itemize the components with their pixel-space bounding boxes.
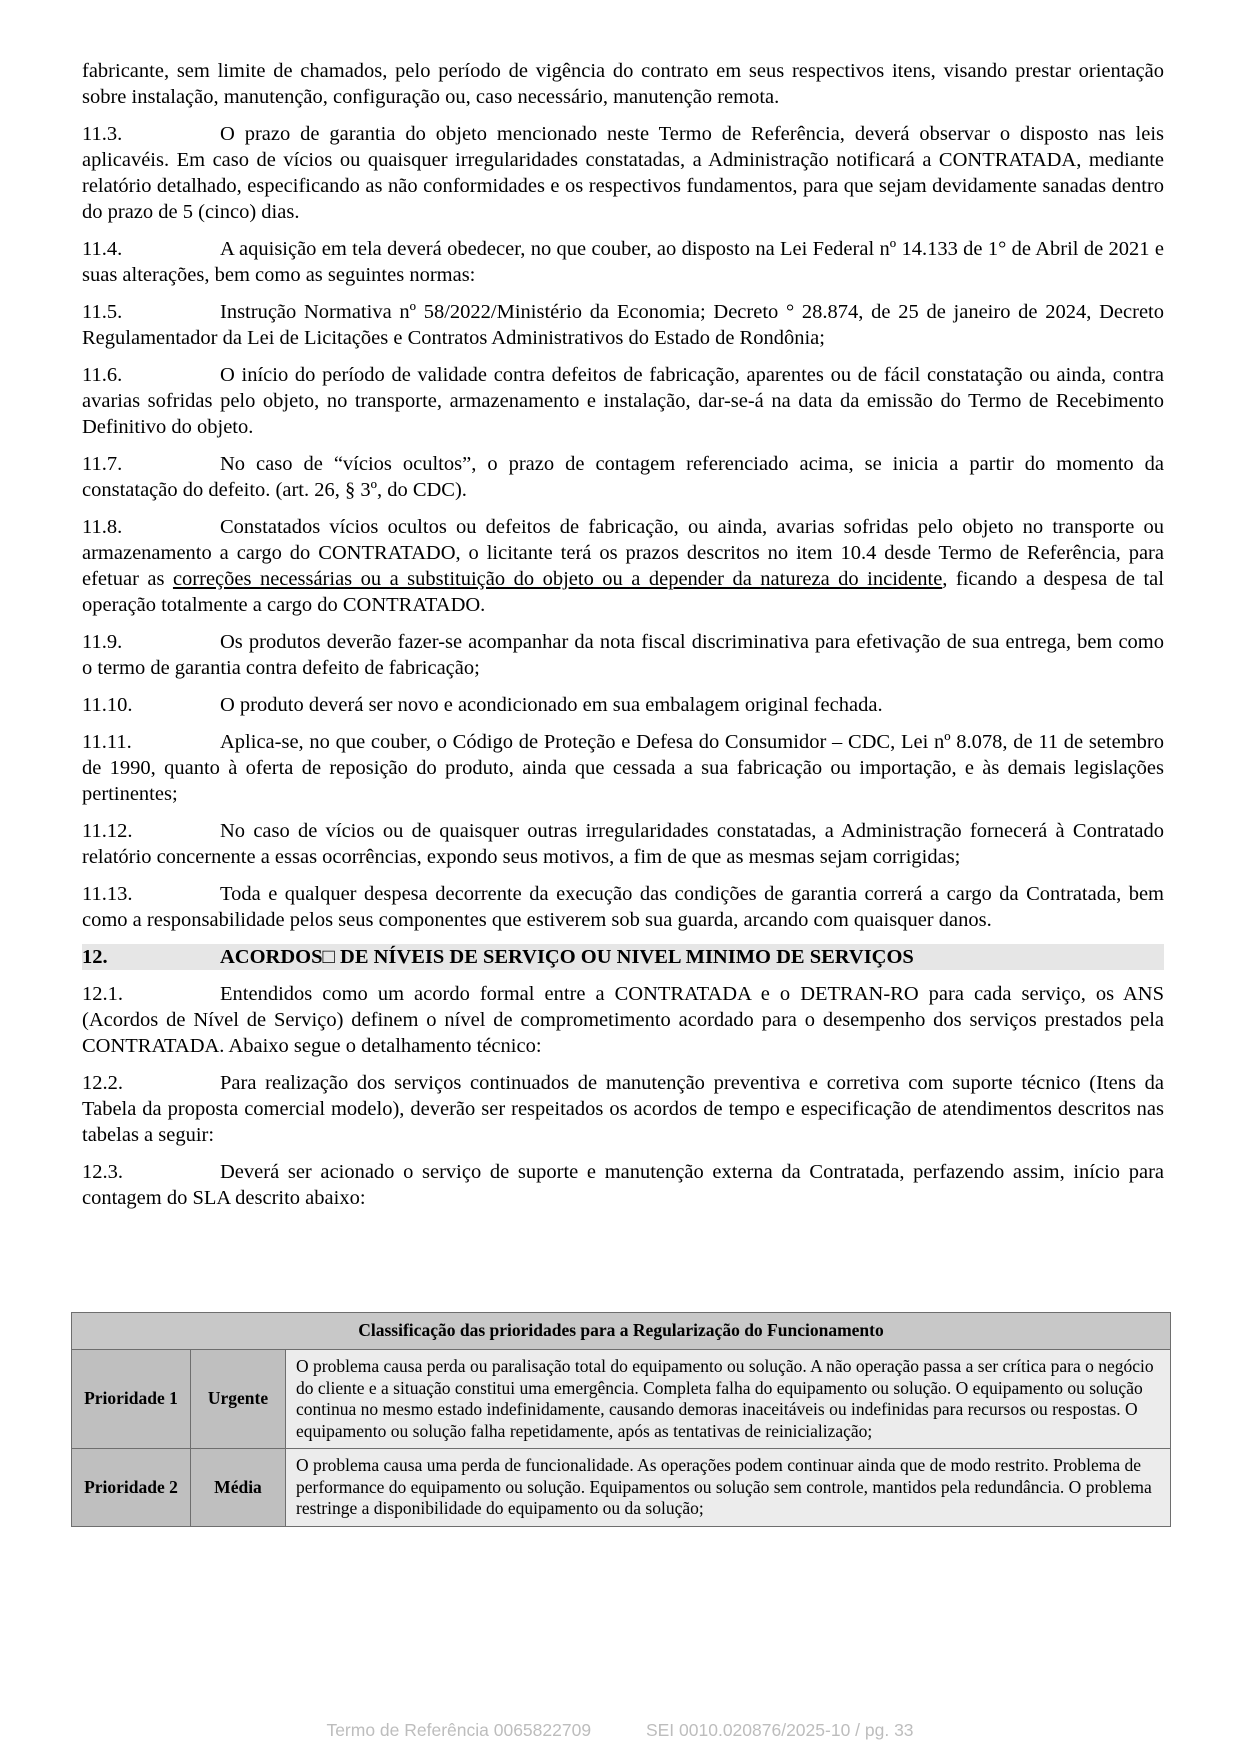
table-row (72, 1449, 1171, 1527)
level-cell: Urgente (191, 1350, 286, 1449)
paragraph-11-11: 11.11. Aplica-se, no que couber, o Código de Proteção e Defesa do Consumidor – CDC, Lei nº 8.078, de 11 de setembro de 1990, quanto à oferta de reposição do produto, ainda que cessada a sua fabricação ou importação, e às demais legislações pertinentes; (82, 731, 1164, 805)
page-footer (0, 1720, 1240, 1741)
paragraph-11-7: 11.7. No caso de “vícios ocultos”, o prazo de contagem referenciado acima, se inicia a partir do momento da constatação do defeito. (art. 26, § 3º, do CDC). (82, 453, 1164, 501)
paragraph-12-3: 12.3. Deverá ser acionado o serviço de suporte e manutenção externa da Contratada, perfazendo assim, início para contagem do SLA descrito abaixo: (82, 1161, 1164, 1209)
paragraph-12-1: 12.1. Entendidos como um acordo formal entre a CONTRATADA e o DETRAN-RO para cada serviço, os ANS (Acordos de Nível de Serviço) definem o nível de comprometimento acordado para o desempenho dos serviços prestados pela CONTRATADA. Abaixo segue o detalhamento técnico: (82, 983, 1164, 1057)
table-title: Classificação das prioridades para a Regularização do Funcionamento (72, 1313, 1171, 1350)
paragraph-11-10: 11.10. O produto deverá ser novo e acondicionado em sua embalagem original fechada. (82, 694, 883, 716)
paragraph-continuation: fabricante, sem limite de chamados, pelo período de vigência do contrato em seus respectivos itens, visando prestar orientação sobre instalação, manutenção, configuração ou, caso necessário, manutenção remota. (82, 60, 1164, 108)
paragraph-11-6: 11.6. O início do período de validade contra defeitos de fabricação, aparentes ou de fácil constatação ou ainda, contra avarias sofridas pelo objeto, no transporte, armazenamento e instalação, dar-se-á na data da emissão do Termo de Recebimento Definitivo do objeto. (82, 364, 1164, 438)
paragraph-11-3: 11.3. O prazo de garantia do objeto mencionado neste Termo de Referência, deverá observar o disposto nas leis aplicavéis. Em caso de vícios ou quaisquer irregularidades constatadas, a Administração notificará a CONTRATADA, mediante relatório detalhado, especificando as não conformidades e os respectivos fundamentos, para que sejam devidamente sanadas dentro do prazo de 5 (cinco) dias. (82, 123, 1164, 223)
section-heading-12: 12. ACORDOS□ DE NÍVEIS DE SERVIÇO OU NIVEL MINIMO DE SERVIÇOS (82, 944, 1164, 970)
footer-sei-ref: SEI 0010.020876/2025-10 / pg. 33 (645, 1720, 914, 1740)
paragraph-12-2: 12.2. Para realização dos serviços continuados de manutenção preventiva e corretiva com suporte técnico (Itens da Tabela da proposta comercial modelo), deverão ser respeitados os acordos de tempo e especificação de atendimentos descritos nas tabelas a seguir: (82, 1072, 1164, 1146)
paragraph-11-5: 11.5. Instrução Normativa nº 58/2022/Ministério da Economia; Decreto ° 28.874, de 25 de janeiro de 2024, Decreto Regulamentador da Lei de Licitações e Contratos Administrativos do Estado de Rondônia; (82, 301, 1164, 349)
description-cell: O problema causa perda ou paralisação total do equipamento ou solução. A não operação passa a ser crítica para o negócio do cliente e a situação constitui uma emergência. Completa falha do equipamento ou solução. O equipamento ou solução continua no mesmo estado indefinidamente, causando demoras inaceitáveis ou indefinidas para recursos ou respostas. O equipamento ou solução falha repetidamente, após as tentativas de reinicialização; (286, 1350, 1171, 1449)
document-page (82, 58, 1164, 1222)
paragraph-11-4: 11.4. A aquisição em tela deverá obedecer, no que couber, ao disposto na Lei Federal nº 14.133 de 1° de Abril de 2021 e suas alterações, bem como as seguintes normas: (82, 238, 1164, 286)
description-cell: O problema causa uma perda de funcionalidade. As operações podem continuar ainda que de modo restrito. Problema de performance do equipamento ou solução. Equipamentos ou solução sem controle, mantidos pela redundância. O problema restringe a disponibilidade do equipamento ou da solução; (286, 1449, 1171, 1527)
priority-cell: Prioridade 2 (72, 1449, 191, 1527)
priority-cell: Prioridade 1 (72, 1350, 191, 1449)
paragraph-11-12: 11.12. No caso de vícios ou de quaisquer outras irregularidades constatadas, a Administração fornecerá à Contratado relatório concernente a essas ocorrências, expondo seus motivos, a fim de que as mesmas sejam corrigidas; (82, 820, 1164, 868)
level-cell: Média (191, 1449, 286, 1527)
paragraph-11-13: 11.13. Toda e qualquer despesa decorrente da execução das condições de garantia correrá a cargo da Contratada, bem como a responsabilidade pelos seus componentes que estiverem sob sua guarda, arcando com quaisquer danos. (82, 883, 1164, 931)
paragraph-11-9: 11.9. Os produtos deverão fazer-se acompanhar da nota fiscal discriminativa para efetivação de sua entrega, bem como o termo de garantia contra defeito de fabricação; (82, 631, 1164, 679)
priority-classification-table (71, 1312, 1171, 1527)
paragraph-11-8: 11.8. Constatados vícios ocultos ou defeitos de fabricação, ou ainda, avarias sofridas pelo objeto no transporte ou armazenamento a cargo do CONTRATADO, o licitante terá os prazos descritos no item 10.4 desde Termo de Referência, para efetuar as correções necessárias ou a substituição do objeto ou a depender da natureza do incidente, ficando a despesa de tal operação totalmente a cargo do CONTRATADO. (82, 516, 1164, 616)
table-header-row (72, 1313, 1171, 1350)
footer-doc-ref: Termo de Referência 0065822709 (326, 1720, 592, 1740)
underlined-text: correções necessárias ou a substituição do objeto ou a depender da natureza do incidente (172, 568, 943, 590)
table-row (72, 1350, 1171, 1449)
